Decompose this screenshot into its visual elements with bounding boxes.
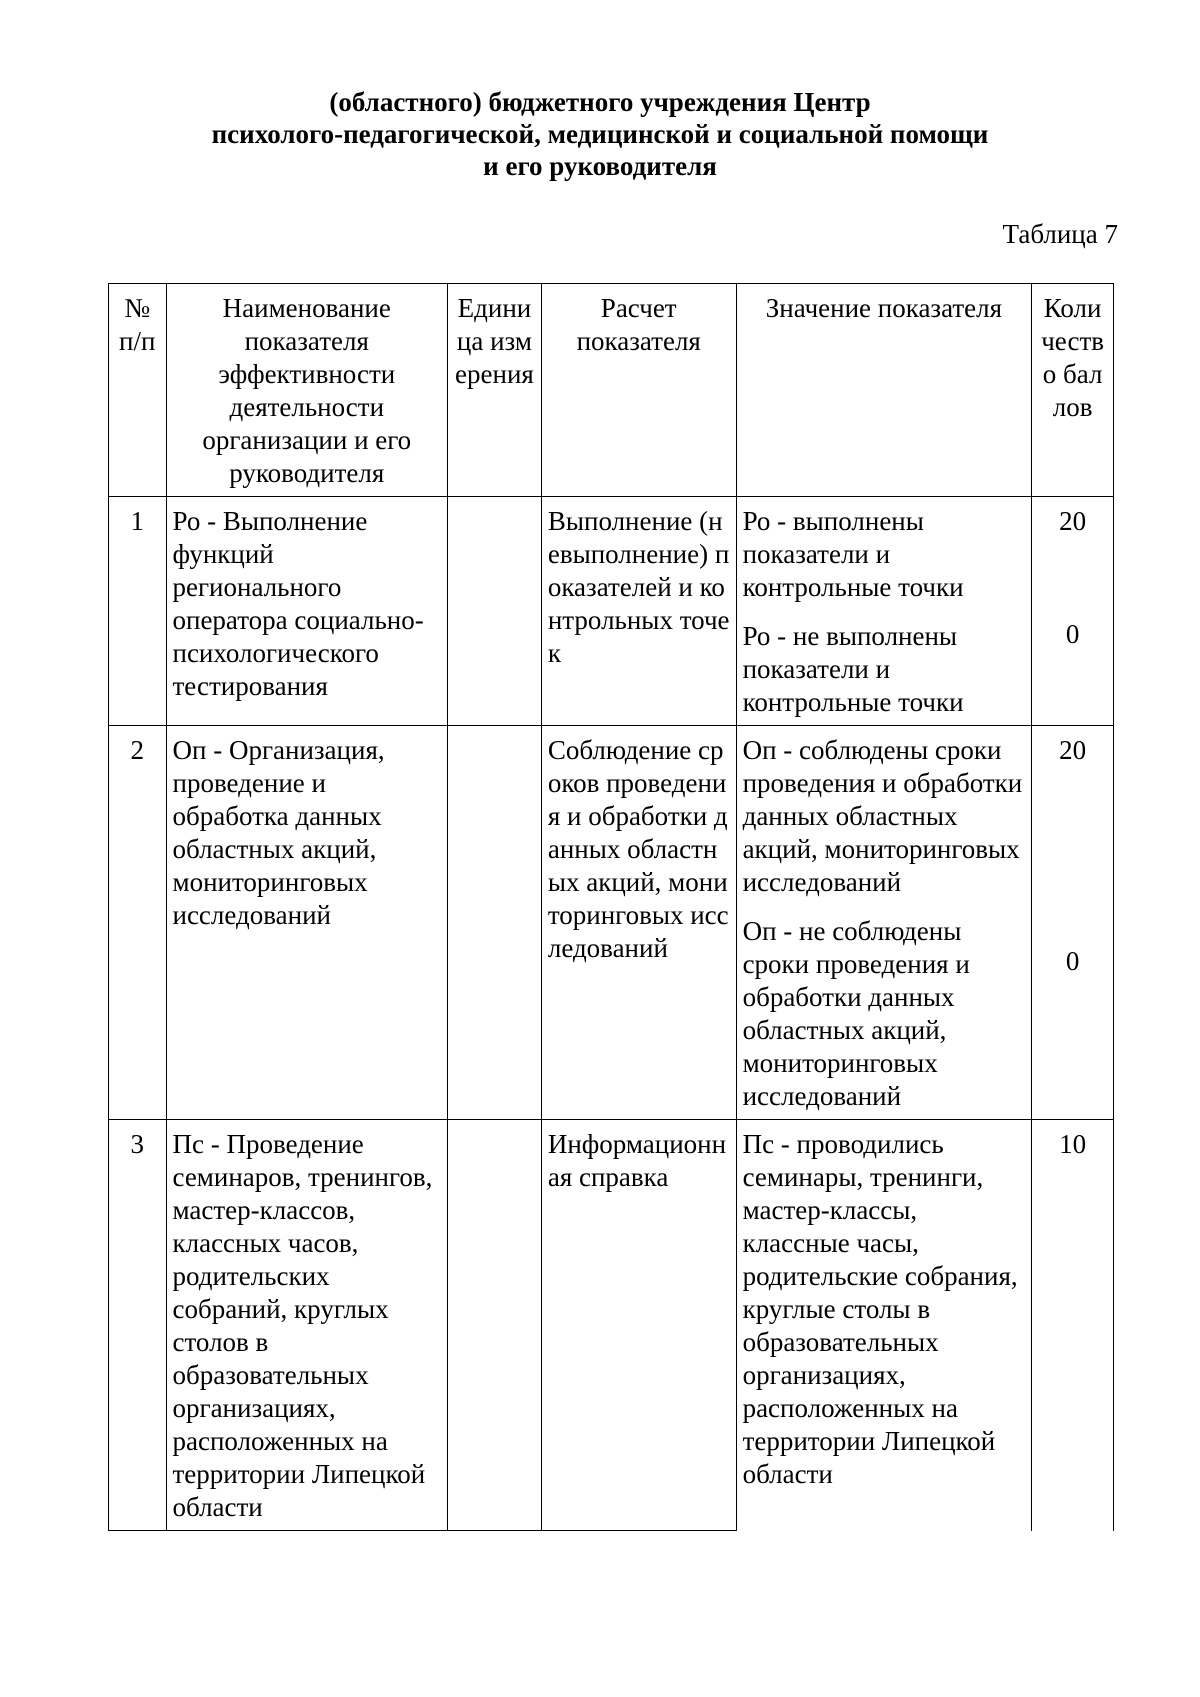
row-value — [736, 497, 1032, 726]
header-name: Наименование показателя эффективности деятельности организации и его руководителя — [166, 284, 448, 497]
row-value-b: Оп - не соблюдены сроки проведения и обработки данных областных акций, мониторинговых исследований — [742, 916, 970, 1111]
row-points-a: 10 — [1059, 1129, 1087, 1159]
row-points-b: 0 — [1065, 946, 1080, 976]
row-calc: Соблюдение сроков проведения и обработки данных областных акций, мониторинговых исследований — [541, 726, 736, 1120]
row-value — [736, 1120, 1032, 1531]
row-points-a: 20 — [1059, 506, 1087, 536]
header-unit: Единица измерения — [448, 284, 542, 497]
title-line-1: (областного) бюджетного учреждения Центр — [329, 87, 871, 117]
header-value: Значение показателя — [736, 284, 1032, 497]
indicators-table — [108, 283, 1114, 1531]
table-row — [109, 726, 1114, 1120]
row-value — [736, 726, 1032, 1120]
row-points — [1032, 726, 1114, 1120]
row-value-a: Пс - проводились семинары, тренинги, мастер-классы, классные часы, родительские собрания, круглые столы в образовательных организациях, расположенных на территории Липецкой области — [742, 1129, 1018, 1489]
row-name: Оп - Организация, проведение и обработка данных областных акций, мониторинговых исследований — [166, 726, 448, 1120]
row-unit — [448, 1120, 542, 1531]
header-points: Количество баллов — [1032, 284, 1114, 497]
row-calc: Выполнение (невыполнение) показателей и контрольных точек — [541, 497, 736, 726]
row-num: 2 — [109, 726, 167, 1120]
row-unit — [448, 726, 542, 1120]
row-num: 3 — [109, 1120, 167, 1531]
row-name: Ро - Выполнение функций регионального оператора социально-психологического тестирования — [166, 497, 448, 726]
table-row — [109, 1120, 1114, 1531]
row-points-b: 0 — [1065, 619, 1080, 649]
table-caption: Таблица 7 — [1002, 219, 1118, 249]
row-num: 1 — [109, 497, 167, 726]
row-value-b: Ро - не выполнены показатели и контрольные точки — [742, 621, 964, 717]
row-value-a: Ро - выполнены показатели и контрольные точки — [742, 506, 964, 602]
title-line-2: психолого-педагогической, медицинской и социальной помощи — [211, 119, 989, 149]
title-line-3: и его руководителя — [483, 151, 717, 181]
row-name: Пс - Проведение семинаров, тренингов, мастер-классов, классных часов, родительских собраний, круглых столов в образовательных организациях, расположенных на территории Липецкой области — [166, 1120, 448, 1531]
table-row — [109, 497, 1114, 726]
row-value-a: Оп - соблюдены сроки проведения и обработки данных областных акций, мониторинговых исследований — [742, 735, 1023, 897]
header-calc: Расчет показателя — [541, 284, 736, 497]
header-num: № п/п — [109, 284, 167, 497]
row-calc: Информационная справка — [541, 1120, 736, 1531]
row-points-a: 20 — [1059, 735, 1087, 765]
row-points — [1032, 497, 1114, 726]
row-unit — [448, 497, 542, 726]
document-title — [0, 86, 1200, 182]
table-header-row — [109, 284, 1114, 497]
row-points — [1032, 1120, 1114, 1531]
